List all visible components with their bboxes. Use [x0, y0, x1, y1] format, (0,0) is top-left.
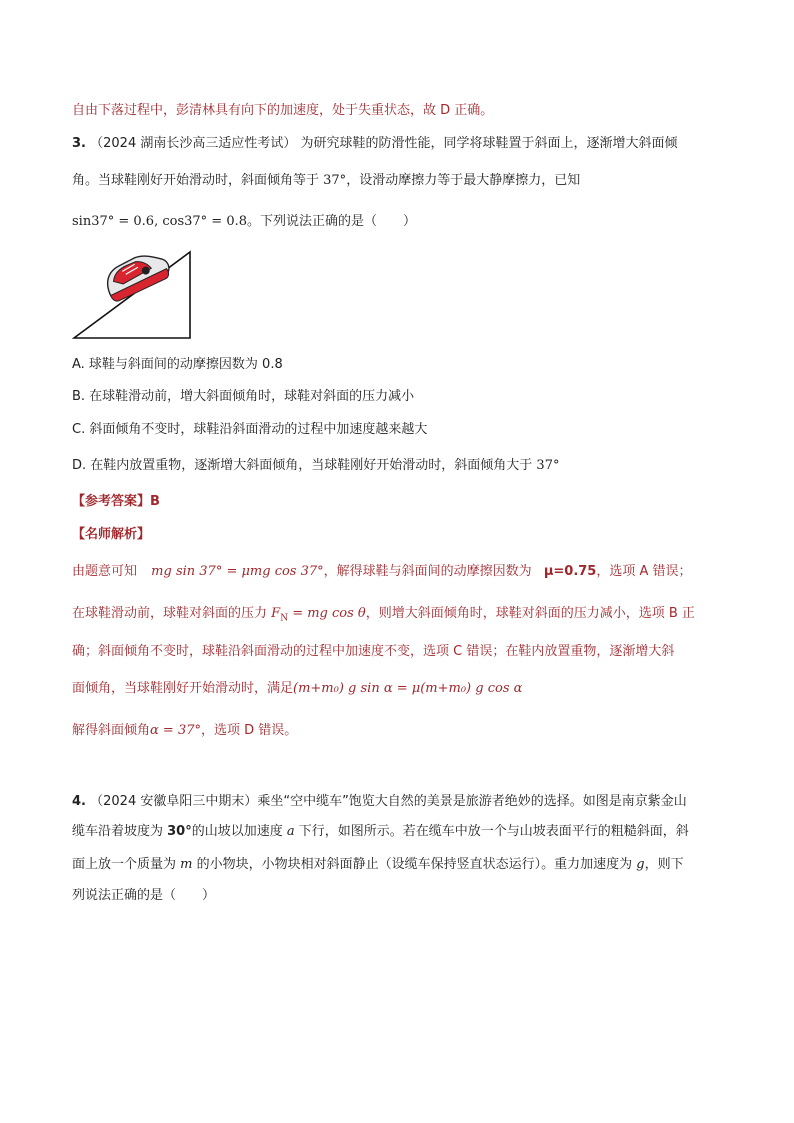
- q3-option-c: [72, 420, 427, 440]
- q3-analysis-heading: [72, 525, 150, 545]
- q3-option-b-text: B. 在球鞋滑动前，增大斜面倾角时，球鞋对斜面的压力减小: [72, 389, 415, 404]
- q4-line-4: [72, 886, 215, 906]
- analysis-line-5: [72, 721, 297, 741]
- q4-line-2: [72, 822, 689, 842]
- analysis-1a: 由题意可知: [72, 564, 138, 579]
- analysis-2-sub: N: [280, 613, 289, 624]
- q3-stem-2a: 角。当球鞋刚好开始滑动时，斜面倾角等于: [72, 173, 324, 188]
- q4-line-1: [72, 792, 687, 812]
- analysis-1-eq: mg sin 37° = μmg cos 37°: [151, 564, 324, 579]
- q3-stem-2b: ，设滑动摩擦力等于最大静摩擦力，已知: [346, 173, 581, 188]
- intro-line: [72, 101, 493, 121]
- incline-figure: [72, 246, 194, 342]
- answer-label: 【参考答案】: [72, 494, 151, 509]
- analysis-1-mu: μ=0.75: [543, 564, 597, 579]
- analysis-line-3: [72, 642, 674, 662]
- analysis-line-1: [72, 562, 692, 582]
- q4-number: 4.: [72, 794, 86, 809]
- q4-l3-g: g: [636, 857, 645, 872]
- q4-l2-deg: 30°: [167, 824, 192, 839]
- analysis-3: 确；斜面倾角不变时，球鞋沿斜面滑动的过程中加速度不变，选项 C 错误；在鞋内放置重物，逐渐增大斜: [72, 644, 675, 659]
- q3-option-d-angle: 37°: [536, 458, 560, 473]
- analysis-4a: 面倾角，当球鞋刚好开始滑动时，满足: [72, 681, 294, 696]
- incline-illustration: [72, 246, 194, 342]
- q4-l3b: 的小物块，小物块相对斜面静止（设缆车保持竖直状态运行）。重力加速度为: [192, 857, 637, 872]
- q4-l2-a: a: [286, 824, 295, 839]
- analysis-5-eq: α = 37°: [150, 723, 201, 738]
- analysis-1b: ，解得球鞋与斜面间的动摩擦因数为: [323, 564, 532, 579]
- q4-l2b: 的山坡以加速度: [191, 824, 287, 839]
- q3-option-d-text: D. 在鞋内放置重物，逐渐增大斜面倾角，当球鞋刚好开始滑动时，斜面倾角大于: [72, 458, 537, 473]
- q3-answer-line: [72, 492, 160, 512]
- q3-stem-1: 为研究球鞋的防滑性能，同学将球鞋置于斜面上，逐渐增大斜面倾: [300, 136, 678, 151]
- q3-source: （2024 湖南长沙高三适应性考试）: [90, 136, 297, 151]
- q4-l2a: 缆车沿着坡度为: [72, 824, 168, 839]
- analysis-2-eq2: = mg cos θ: [288, 606, 366, 621]
- analysis-5b: ，选项 D 错误。: [201, 723, 298, 738]
- intro-text: 自由下落过程中，彭清林具有向下的加速度，处于失重状态，故 D 正确。: [72, 103, 494, 118]
- q4-l2c: 下行，如图所示。若在缆车中放一个与山坡表面平行的粗糙斜面，斜: [294, 824, 689, 839]
- q3-line-1: [72, 134, 678, 154]
- analysis-2-eq: F: [271, 606, 281, 621]
- q3-angle: 37°: [323, 173, 347, 188]
- analysis-1c: ，选项 A 错误；: [596, 564, 692, 579]
- q3-option-a: [72, 355, 283, 375]
- analysis-2b: ，则增大斜面倾角时，球鞋对斜面的压力减小，选项 B 正: [365, 606, 695, 621]
- analysis-2a: 在球鞋滑动前，球鞋对斜面的压力: [72, 606, 268, 621]
- q3-given: sin37° = 0.6, cos37° = 0.8: [72, 214, 247, 229]
- q3-number: 3.: [72, 136, 86, 151]
- q3-line-2: [72, 171, 580, 191]
- q3-line-3: [72, 212, 416, 232]
- q4-l3c: ，则下: [644, 857, 684, 872]
- analysis-line-4: [72, 679, 522, 699]
- q4-l3-m: m: [180, 857, 193, 872]
- q3-option-a-text: A. 球鞋与斜面间的动摩擦因数为 0.8: [72, 357, 283, 372]
- analysis-5a: 解得斜面倾角: [72, 723, 151, 738]
- q4-l1: （2024 安徽阜阳三中期末）乘坐“空中缆车”饱览大自然的美景是旅游者绝妙的选择。如图是南京紫金山: [90, 794, 687, 809]
- analysis-4-eq: (m+m₀) g sin α = μ(m+m₀) g cos α: [293, 681, 523, 696]
- q4-l3a: 面上放一个质量为: [72, 857, 181, 872]
- analysis-line-2: [72, 604, 695, 629]
- q3-stem-3: 。下列说法正确的是（ ）: [247, 214, 417, 229]
- q3-option-d: [72, 456, 559, 476]
- q4-line-3: [72, 855, 684, 875]
- q3-option-c-text: C. 斜面倾角不变时，球鞋沿斜面滑动的过程中加速度越来越大: [72, 422, 428, 437]
- analysis-label: 【名师解析】: [72, 527, 151, 542]
- q3-option-b: [72, 387, 414, 407]
- answer-value: B: [150, 494, 160, 509]
- q4-l4: 列说法正确的是（ ）: [72, 888, 216, 903]
